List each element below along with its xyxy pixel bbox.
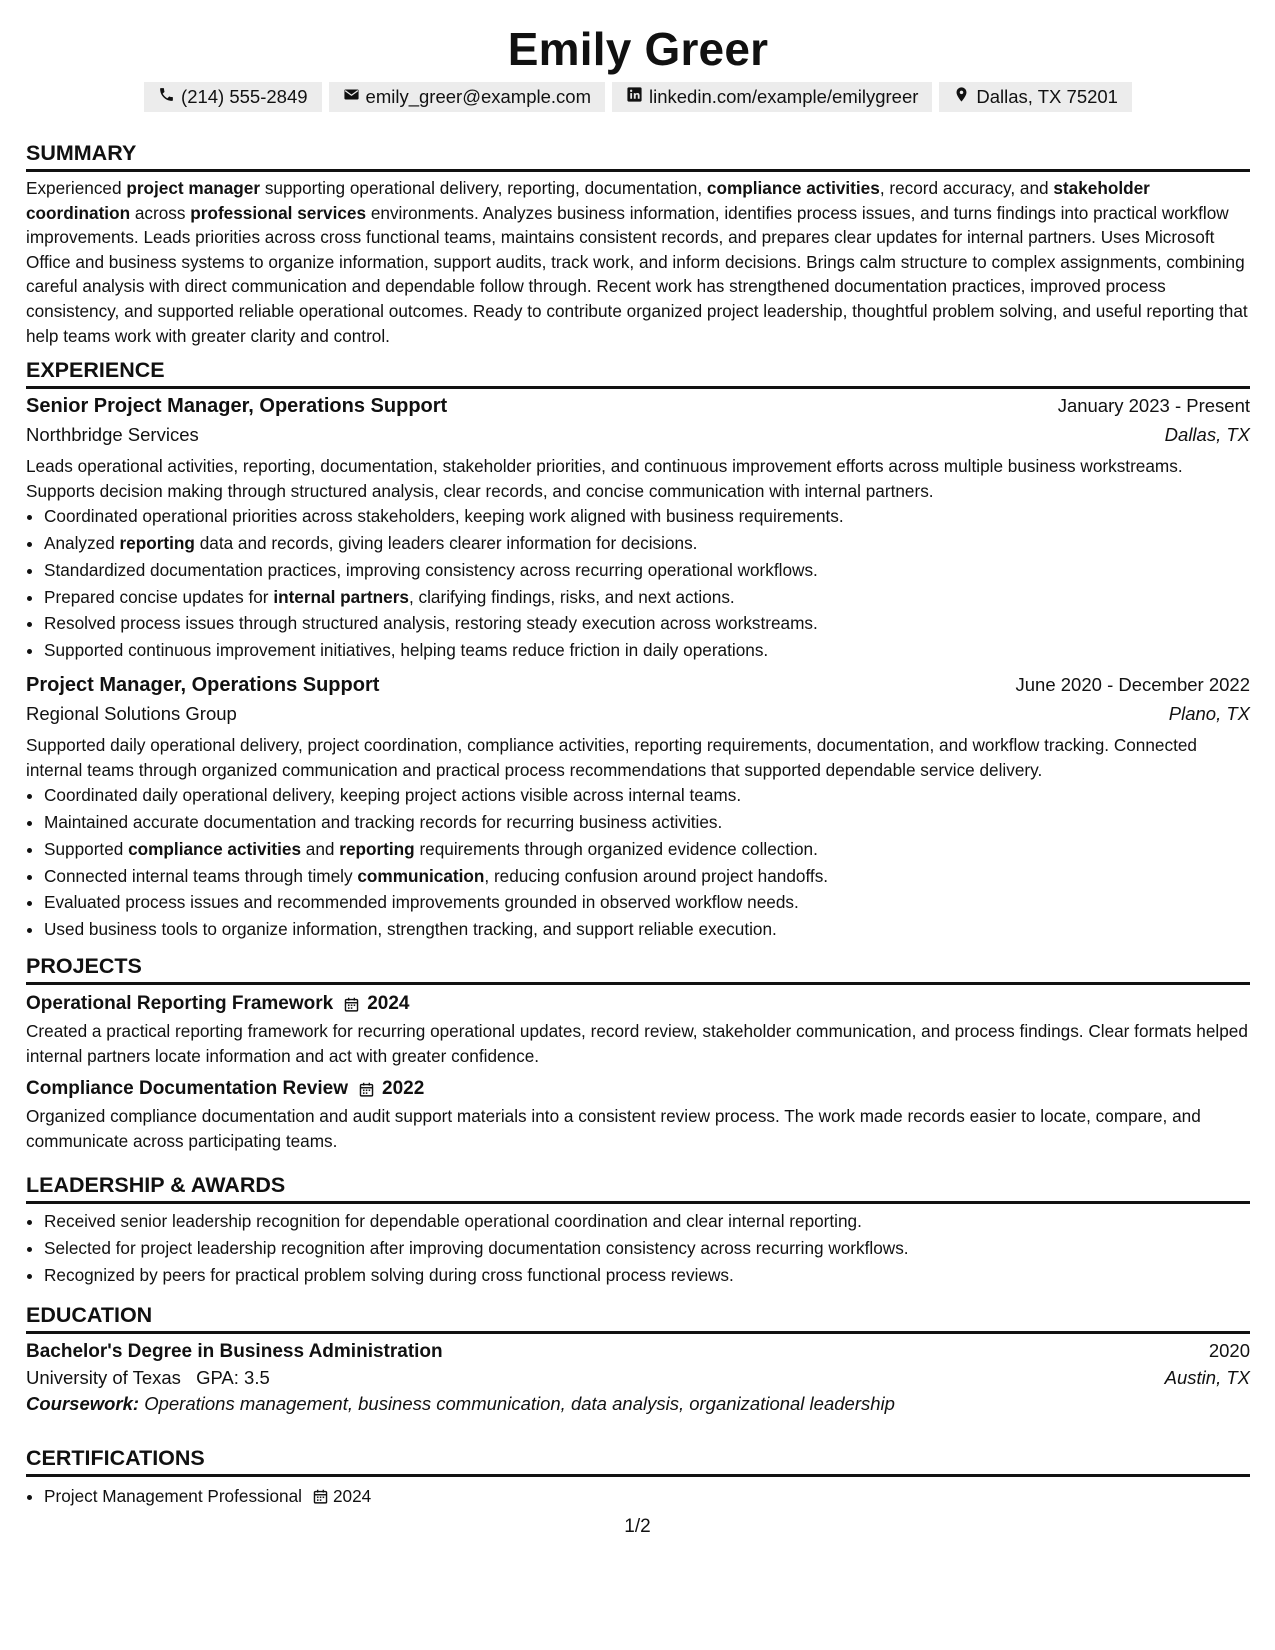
calendar-icon (358, 1081, 375, 1098)
project-entry (26, 1078, 1250, 1153)
school-name: University of Texas (26, 1367, 181, 1388)
list-item (44, 836, 1250, 863)
text-run: Experienced (26, 178, 127, 198)
text-run: data and records, giving leaders clearer information for decisions. (194, 532, 698, 553)
project-entry (26, 993, 1250, 1068)
degree: Bachelor's Degree in Business Administration (26, 1341, 443, 1362)
text-run: , record accuracy, and (879, 178, 1054, 198)
linkedin-icon (626, 86, 643, 108)
project-year: 2022 (382, 1078, 425, 1100)
list-item: • Received senior leadership recognition for dependable operational coordination and clear internal reporting. (44, 1208, 1250, 1235)
projects-section (26, 953, 1250, 1153)
list-item (44, 863, 1250, 890)
job-dates: June 2020 - December 2022 (1015, 673, 1250, 695)
calendar-icon (312, 1488, 329, 1505)
coursework (26, 1393, 1250, 1415)
contact-email[interactable] (329, 82, 605, 112)
emphasis-text: communication (357, 865, 485, 886)
text-run: Evaluated process issues and recommended improvements grounded in observed workflow needs. (44, 892, 799, 913)
job-dates: January 2023 - Present (1057, 395, 1250, 416)
text-run: Resolved process issues through structured analysis, restoring steady execution across workstreams. (44, 613, 818, 634)
experience-heading: EXPERIENCE (26, 357, 1250, 389)
education-heading: EDUCATION (26, 1302, 1250, 1334)
job-entry (26, 395, 1250, 664)
map-pin-icon (953, 86, 970, 108)
text-run: and (301, 838, 340, 859)
education-location: Austin, TX (1164, 1367, 1250, 1388)
list-item (44, 1483, 1250, 1510)
list-item (44, 809, 1250, 836)
certifications-list (26, 1483, 1250, 1510)
project-year: 2024 (367, 993, 410, 1014)
list-item (44, 610, 1250, 637)
text-run: Supported continuous improvement initiatives, helping teams reduce friction in daily operations. (44, 640, 769, 661)
list-item (44, 557, 1250, 584)
contact-bar (26, 82, 1250, 112)
experience-section (26, 357, 1250, 943)
job-company: Northbridge Services (26, 424, 199, 445)
contact-phone[interactable] (144, 82, 322, 112)
summary-heading: SUMMARY (26, 140, 1250, 172)
text-run: Maintained accurate documentation and tracking records for recurring business activities. (44, 811, 723, 832)
coursework-text: Operations management, business communication, data analysis, organizational leadership (144, 1393, 895, 1414)
emphasis-text: stakeholder coordination (26, 178, 1150, 223)
education-year: 2020 (1208, 1340, 1250, 1361)
list-item (44, 530, 1250, 557)
certification-year: 2024 (332, 1486, 372, 1506)
emphasis-text: compliance activities (706, 178, 880, 198)
page-number: 1/2 (624, 1516, 651, 1537)
list-item (44, 889, 1250, 916)
coursework-label: Coursework: (26, 1393, 140, 1414)
job-title: Senior Project Manager, Operations Support (26, 395, 448, 417)
candidate-name: Emily Greer (507, 23, 769, 75)
project-description: Created a practical reporting framework for recurring operational updates, record review, stakeholder communication, and process findings. Clear formats helped internal partners locate information and act with greater confidence. (26, 1021, 1248, 1066)
contact-location (939, 82, 1132, 112)
text-run: requirements through organized evidence collection. (414, 838, 818, 859)
contact-linkedin[interactable] (612, 82, 932, 112)
job-description: Supported daily operational delivery, project coordination, compliance activities, reporting requirements, documentation, and workflow tracking. Connected internal teams through organized communication and practical process recommendations that supported dependable service delivery. (26, 734, 1197, 780)
gpa: GPA: 3.5 (196, 1367, 270, 1388)
certifications-section (26, 1445, 1250, 1510)
emphasis-text: reporting (119, 532, 195, 553)
leadership-list (26, 1208, 1250, 1288)
list-item: • Selected for project leadership recognition after improving documentation consistency across recurring workflows. (44, 1235, 1250, 1262)
text-run: Analyzed (44, 532, 120, 553)
envelope-icon (343, 86, 360, 108)
text-run: supporting operational delivery, reporting, documentation, (260, 178, 707, 198)
text-run: environments. Analyzes business information, identifies process issues, and turns findings into practical workflow improvements. Leads priorities across cross functional teams, maintains consistent records, and prepares clear updates for internal partners. Uses Microsoft Office and business systems to organize information, support audits, track work, and inform decisions. Brings calm structure to complex assignments, combining careful analysis with direct communication and dependable follow through. Recent work has strengthened documentation practices, improved process consistency, and supported reliable operational outcomes. Ready to contribute organized project leadership, thoughtful problem solving, and useful reporting that help teams work with greater clarity and control. (26, 202, 1248, 346)
contact-linkedin-text: linkedin.com/example/emilygreer (649, 86, 919, 107)
job-title: Project Manager, Operations Support (26, 673, 380, 696)
text-run: Connected internal teams through timely (44, 865, 358, 886)
text-run: , reducing confusion around project handoffs. (484, 865, 829, 886)
education-section (26, 1302, 1250, 1415)
text-run: Supported (44, 838, 129, 859)
emphasis-text: compliance activities (128, 838, 302, 859)
text-run: Coordinated daily operational delivery, keeping project actions visible across internal teams. (44, 785, 742, 806)
job-entry (26, 674, 1250, 943)
list-item (44, 584, 1250, 611)
leadership-section (26, 1172, 1250, 1288)
text-run: Prepared concise updates for (44, 586, 274, 607)
text-run: Used business tools to organize information, strengthen tracking, and support reliable execution. (44, 919, 777, 940)
job-bullets (26, 782, 1250, 943)
job-location: Dallas, TX (1164, 424, 1250, 445)
contact-location-text: Dallas, TX 75201 (976, 86, 1118, 107)
list-item (44, 782, 1250, 809)
list-item: • Recognized by peers for practical problem solving during cross functional process reviews. (44, 1262, 1250, 1289)
certification-name: • Project Management Professional (44, 1486, 302, 1506)
list-item (44, 503, 1250, 530)
emphasis-text: project manager (126, 178, 261, 198)
emphasis-text: professional services (190, 202, 367, 223)
list-item (44, 637, 1250, 664)
projects-heading: PROJECTS (26, 953, 1250, 985)
leadership-heading: LEADERSHIP & AWARDS (26, 1172, 1250, 1204)
job-company: Regional Solutions Group (26, 702, 237, 724)
resume-page (26, 0, 1250, 1506)
job-description: Leads operational activities, reporting, documentation, stakeholder priorities, and continuous improvement efforts across multiple business workstreams. Supports decision making through structured analysis, clear records, and concise communication with internal partners. (26, 456, 1183, 501)
emphasis-text: internal partners (273, 586, 409, 607)
contact-email-text: emily_greer@example.com (365, 86, 591, 107)
phone-icon (158, 86, 175, 108)
project-description: Organized compliance documentation and audit support materials into a consistent review process. The work made records easier to locate, compare, and communicate across participating teams. (26, 1106, 1201, 1151)
calendar-icon (343, 996, 360, 1013)
text-run: Standardized documentation practices, improving consistency across recurring operational workflows. (44, 559, 818, 580)
job-location: Plano, TX (1168, 702, 1250, 724)
certifications-heading: CERTIFICATIONS (26, 1445, 1250, 1477)
text-run: Coordinated operational priorities across stakeholders, keeping work aligned with business requirements. (44, 506, 844, 527)
job-bullets (26, 503, 1250, 664)
list-item (44, 916, 1250, 943)
project-name: Compliance Documentation Review (26, 1078, 349, 1100)
contact-phone-text: (214) 555-2849 (181, 86, 308, 107)
project-name: Operational Reporting Framework (26, 993, 334, 1014)
emphasis-text: reporting (339, 838, 415, 859)
text-run: across (130, 202, 191, 223)
summary-text (26, 176, 1250, 348)
text-run: , clarifying findings, risks, and next actions. (408, 586, 735, 607)
summary-section (26, 140, 1250, 348)
